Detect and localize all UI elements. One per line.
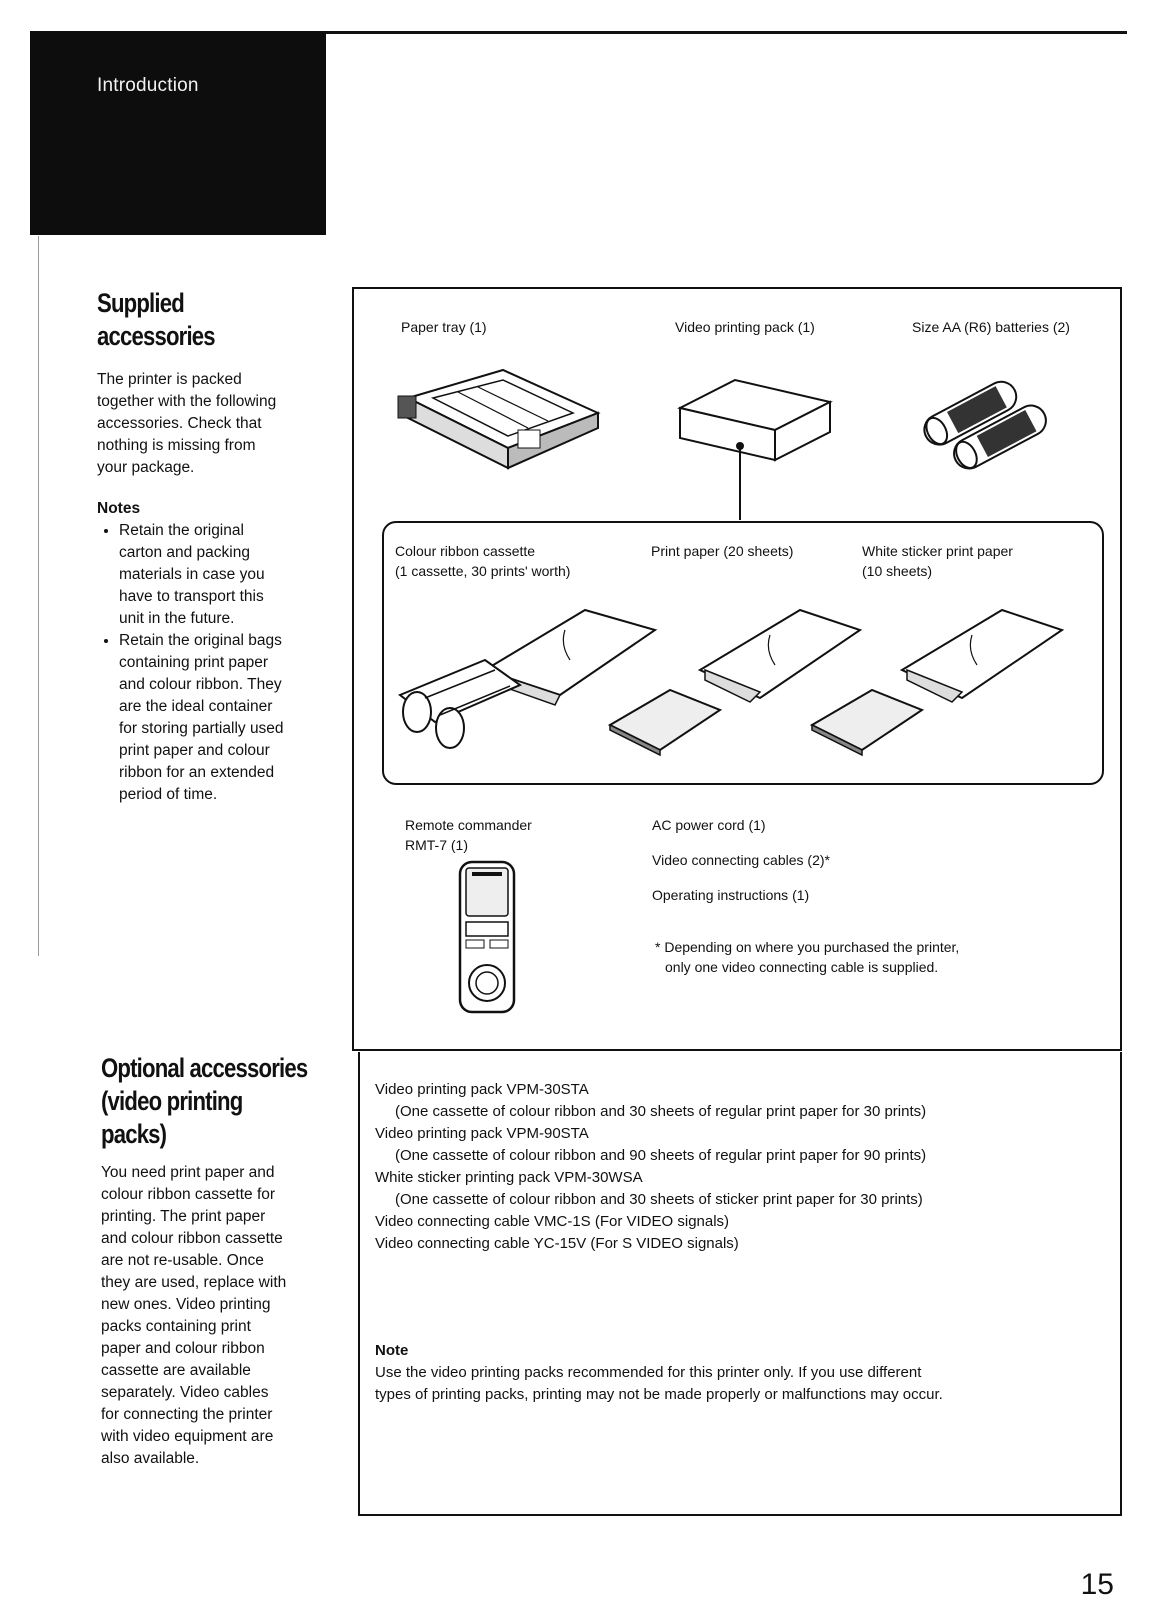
optional-heading-line3: packs)	[101, 1119, 167, 1149]
intro-line: The printer is packed	[97, 371, 242, 388]
page-number: 15	[1080, 1568, 1114, 1601]
note-line: carton and packing	[119, 544, 250, 561]
optional-item-detail: (One cassette of colour ribbon and 30 sheets of regular print paper for 30 prints)	[395, 1103, 927, 1120]
note-line: • Retain the original bags	[119, 632, 282, 649]
optional-item: Video connecting cable YC-15V (For S VIDEO signals)	[375, 1235, 739, 1252]
video-pack-illustration	[680, 380, 830, 520]
intro-line: colour ribbon cassette for	[101, 1186, 276, 1203]
sticker-paper-illustration	[812, 610, 1072, 770]
intro-line: with video equipment are	[101, 1428, 274, 1445]
sticker-label-line2: (10 sheets)	[862, 563, 933, 579]
intro-line: nothing is missing from	[97, 437, 256, 454]
optional-heading-line1: Optional accessories	[101, 1053, 308, 1083]
optional-item-detail: (One cassette of colour ribbon and 90 sheets of regular print paper for 90 prints)	[395, 1147, 927, 1164]
intro-line: accessories. Check that	[97, 415, 262, 432]
optional-note	[375, 1340, 943, 1406]
intro-line: You need print paper and	[101, 1164, 275, 1181]
note-line: ribbon for an extended	[119, 764, 275, 781]
ribbon-label	[395, 541, 570, 581]
paper-tray-illustration	[398, 368, 608, 478]
margin-line	[38, 236, 39, 956]
ribbon-label-line1: Colour ribbon cassette	[395, 543, 536, 559]
optional-intro	[101, 1162, 341, 1470]
paper-tray-label: Paper tray (1)	[401, 319, 487, 335]
supplied-heading-line2: accessories	[97, 321, 215, 351]
optional-item: Video printing pack VPM-90STA	[375, 1125, 589, 1142]
notes-title: Notes	[97, 500, 141, 517]
optional-heading	[101, 1052, 353, 1151]
video-pack-label: Video printing pack (1)	[675, 319, 815, 335]
print-paper-label: Print paper (20 sheets)	[651, 543, 794, 559]
remote-label	[405, 815, 532, 855]
remote-commander-illustration	[458, 860, 518, 1015]
optional-item: Video connecting cable VMC-1S (For VIDEO signals)	[375, 1213, 730, 1230]
footnote-line2: only one video connecting cable is supplied.	[665, 959, 939, 975]
intro-line: for connecting the printer	[101, 1406, 273, 1423]
optional-note-line1: Use the video printing packs recommended for this printer only. If you use different	[375, 1364, 922, 1381]
ac-cord-label: AC power cord (1)	[652, 817, 766, 833]
note-line: materials in case you	[119, 566, 265, 583]
note-line: for storing partially used	[119, 720, 284, 737]
note-line: period of time.	[119, 786, 218, 803]
intro-line: they are used, replace with	[101, 1274, 287, 1291]
sticker-label-line1: White sticker print paper	[862, 543, 1013, 559]
intro-line: separately. Video cables	[101, 1384, 269, 1401]
footnote	[655, 937, 959, 977]
supplied-intro	[97, 369, 337, 479]
optional-heading-line2: (video printing	[101, 1086, 243, 1116]
remote-label-line1: Remote commander	[405, 817, 532, 833]
notes-list	[97, 520, 337, 806]
batteries-label: Size AA (R6) batteries (2)	[912, 319, 1070, 335]
note-line: and colour ribbon. They	[119, 676, 282, 693]
section-header-tab	[30, 31, 326, 235]
intro-line: new ones. Video printing	[101, 1296, 271, 1313]
note-line: unit in the future.	[119, 610, 235, 627]
optional-item: Video printing pack VPM-30STA	[375, 1081, 589, 1098]
intro-line: also available.	[101, 1450, 200, 1467]
cables-label: Video connecting cables (2)*	[652, 852, 830, 868]
intro-line: together with the following	[97, 393, 277, 410]
intro-line: cassette are available	[101, 1362, 251, 1379]
intro-line: and colour ribbon cassette	[101, 1230, 283, 1247]
optional-note-line2: types of printing packs, printing may not be made properly or malfunctions may occur.	[375, 1386, 943, 1403]
supplied-heading-line1: Supplied	[97, 288, 184, 318]
section-title: Introduction	[97, 75, 199, 96]
note-line: print paper and colour	[119, 742, 270, 759]
sticker-paper-label	[862, 541, 1013, 581]
intro-line: printing. The print paper	[101, 1208, 266, 1225]
supplied-heading	[97, 287, 241, 353]
note-line: • Retain the original	[119, 522, 244, 539]
optional-item: White sticker printing pack VPM-30WSA	[375, 1169, 643, 1186]
footnote-line1: * Depending on where you purchased the printer,	[655, 939, 960, 955]
notes-section	[97, 500, 337, 806]
intro-line: paper and colour ribbon	[101, 1340, 265, 1357]
intro-line: packs containing print	[101, 1318, 251, 1335]
remote-label-line2: RMT-7 (1)	[405, 837, 468, 853]
note-item	[119, 630, 337, 806]
intro-line: your package.	[97, 459, 195, 476]
note-line: are the ideal container	[119, 698, 273, 715]
intro-line: are not re-usable. Once	[101, 1252, 264, 1269]
note-item	[119, 520, 337, 630]
ribbon-label-line2: (1 cassette, 30 prints' worth)	[395, 563, 571, 579]
instructions-label: Operating instructions (1)	[652, 887, 810, 903]
note-line: containing print paper	[119, 654, 269, 671]
optional-note-title: Note	[375, 1342, 409, 1359]
batteries-illustration	[915, 372, 1055, 472]
optional-item-detail: (One cassette of colour ribbon and 30 sheets of sticker print paper for 30 prints)	[395, 1191, 923, 1208]
note-line: have to transport this	[119, 588, 264, 605]
optional-list	[375, 1079, 926, 1255]
